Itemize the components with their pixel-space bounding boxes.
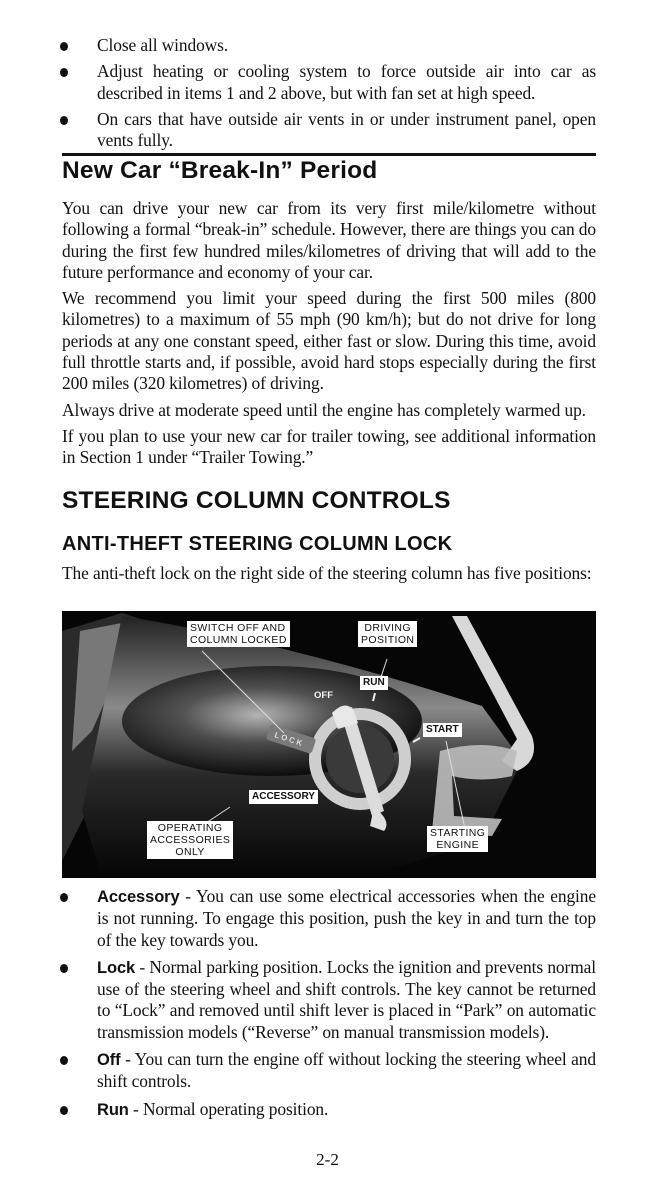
label-line: SWITCH OFF AND	[190, 622, 286, 634]
separator: -	[128, 1098, 143, 1119]
label-operating-accessories-only	[147, 821, 233, 859]
label-accessory: ACCESSORY	[249, 790, 318, 804]
label-off: OFF	[314, 690, 333, 701]
position-term: Off	[97, 1051, 121, 1070]
bullet-icon	[60, 964, 68, 973]
section-divider	[62, 153, 596, 156]
list-item	[62, 109, 596, 152]
list-item	[62, 957, 596, 1043]
list-item	[62, 1099, 596, 1121]
list-item-text: Adjust heating or cooling system to force outside air into car as described in items 1 and 2 above, but with fan set at high speed.	[97, 61, 596, 103]
label-run: RUN	[360, 676, 388, 690]
bullet-icon	[60, 1106, 68, 1115]
list-item	[62, 35, 596, 56]
separator: -	[179, 886, 196, 906]
label-line: ENGINE	[436, 839, 479, 851]
photo-illustration	[62, 611, 596, 878]
position-description: You can turn the engine off without locking the steering wheel and shift controls.	[97, 1049, 596, 1092]
paragraph: You can drive your new car from its very first mile/kilometre without following a formal “break-in” schedule. However, there are things you can do during the first few hundred miles/kilometres of driving that will add to the future performance and economy of your car.	[62, 198, 596, 282]
list-item-text: On cars that have outside air vents in or under instrument panel, open vents fully.	[97, 108, 596, 151]
bullet-icon	[60, 42, 68, 51]
separator: -	[135, 956, 150, 977]
position-description: You can use some electrical accessories when the engine is not running. To engage this position, push the key in and turn the top of the key towards you.	[97, 886, 596, 950]
paragraph: We recommend you limit your speed during the first 500 miles (800 kilometres) to a maximum of 55 mph (90 km/h); but do not drive for long periods at any one constant speed, either fast or slow. During this time, avoid full throttle starts and, if possible, avoid hard stops especially during the first 200 miles (320 kilometres) of driving.	[62, 288, 596, 394]
position-term: Lock	[97, 958, 136, 977]
lock-intro-paragraph: The anti-theft lock on the right side of the steering column has five positions:	[62, 563, 592, 583]
list-item-text: Close all windows.	[97, 35, 229, 55]
label-driving-position	[358, 621, 417, 647]
label-line: OPERATING	[157, 822, 223, 834]
steering-controls-heading: STEERING COLUMN CONTROLS	[62, 487, 451, 514]
label-line: ONLY	[175, 846, 205, 858]
intro-bullet-list	[62, 35, 596, 151]
ignition-lock-photo	[62, 611, 596, 878]
label-line: POSITION	[361, 634, 415, 646]
page-number: 2-2	[316, 1150, 339, 1169]
anti-theft-lock-subheading: ANTI-THEFT STEERING COLUMN LOCK	[62, 533, 453, 555]
break-in-heading: New Car “Break-In” Period	[62, 157, 378, 184]
list-item	[62, 61, 596, 104]
bullet-icon	[60, 893, 68, 902]
label-line: ACCESSORIES	[150, 834, 231, 846]
paragraph: If you plan to use your new car for trailer towing, see additional information in Section 1 under “Trailer Towing.”	[62, 425, 596, 468]
position-description: Normal operating position.	[142, 1098, 329, 1119]
separator: -	[120, 1049, 135, 1070]
label-switch-off-column-locked	[187, 621, 290, 647]
label-line: DRIVING	[364, 622, 411, 634]
label-starting-engine	[427, 826, 488, 852]
bullet-icon	[60, 116, 68, 125]
list-item	[62, 1049, 596, 1093]
bullet-icon	[60, 68, 68, 77]
label-line: COLUMN LOCKED	[190, 634, 287, 646]
paragraph: Always drive at moderate speed until the engine has completely warmed up.	[62, 399, 586, 420]
label-line: STARTING	[430, 827, 486, 839]
list-item	[62, 886, 596, 951]
lock-positions-list	[62, 886, 596, 1121]
position-term: Accessory	[97, 888, 180, 906]
break-in-body	[62, 198, 596, 469]
position-term: Run	[97, 1100, 129, 1119]
bullet-icon	[60, 1056, 68, 1065]
label-lock-engraving: LOCK	[273, 730, 306, 749]
label-start: START	[423, 723, 462, 737]
position-description: Normal parking position. Locks the ignition and prevents normal use of the steering wheel and shift controls. The key cannot be returned to “Lock” and removed until shift lever is placed in “Park” on automatic transmission models (“Reverse” on manual transmission models).	[97, 956, 596, 1042]
